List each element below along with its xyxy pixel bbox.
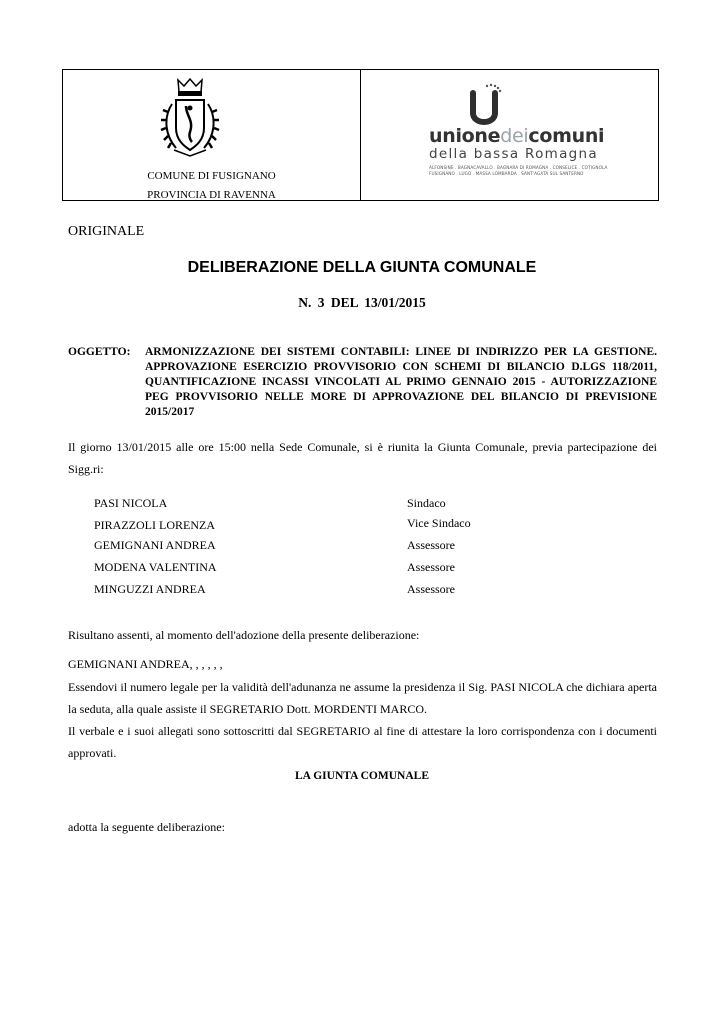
unione-u-mark-icon xyxy=(465,83,503,131)
logo-towns-line-2: FUSIGNANO . LUGO . MASSA LOMBARDA . SANT'AGATA SUL SANTERNO xyxy=(429,171,584,176)
member-role: Assessore xyxy=(407,560,455,574)
header-left-cell xyxy=(63,70,361,200)
giunta-heading: LA GIUNTA COMUNALE xyxy=(295,770,429,782)
legal-number-paragraph: Essendovi il numero legale per la validità dell'adunanza ne assume la presidenza il Sig. PASI NICOLA che dichiara aperta la seduta, alla quale assiste il SEGRETARIO Dott. MORDENTI MARCO. xyxy=(68,680,657,716)
verbale-paragraph: Il verbale e i suoi allegati sono sottoscritti dal SEGRETARIO al fine di attestare la loro corrispondenza con i documenti approvati. xyxy=(68,724,657,760)
header-box xyxy=(62,69,659,201)
logo-brand-text: unionedeicomuni xyxy=(429,125,605,147)
logo-subtitle: della bassa Romagna xyxy=(429,146,598,162)
member-name: MODENA VALENTINA xyxy=(94,560,217,574)
member-role: Assessore xyxy=(407,538,455,552)
oggetto-block xyxy=(68,345,657,420)
member-name: PASI NICOLA xyxy=(94,496,168,510)
header-right-cell xyxy=(361,70,658,200)
oggetto-text: ARMONIZZAZIONE DEI SISTEMI CONTABILI: LINEE DI INDIRIZZO PER LA GESTIONE. APPROVAZIONE ESERCIZIO PROVVISORIO CON SCHEMI DI BILANCIO D.LGS 118/2011, QUANTIFICAZIONE INCASSI VINCOLATI AL PRIMO GENNAIO 2015 - AUTORIZZAZIONE PEG PROVVISORIO NELLE MORE DI APPROVAZIONE DEL BILANCIO DI PREVISIONE 2015/2017 xyxy=(145,346,657,418)
document-status: ORIGINALE xyxy=(68,224,145,239)
member-name: MINGUZZI ANDREA xyxy=(94,582,206,596)
member-role: Assessore xyxy=(407,582,455,596)
absent-list: GEMIGNANI ANDREA, , , , , , xyxy=(68,657,223,671)
document-number: N. 3 DEL 13/01/2015 xyxy=(298,295,426,310)
member-role: Vice Sindaco xyxy=(407,516,471,530)
comune-name: COMUNE DI FUSIGNANO xyxy=(147,170,276,182)
meeting-intro: Il giorno 13/01/2015 alle ore 15:00 nella Sede Comunale, si è riunita la Giunta Comunale, previa partecipazione dei Sigg.ri: xyxy=(68,440,657,476)
oggetto-label: OGGETTO: xyxy=(68,346,131,358)
unione-comuni-logo xyxy=(425,83,608,183)
municipal-crest-icon xyxy=(158,76,222,160)
absent-intro: Risultano assenti, al momento dell'adozione della presente deliberazione: xyxy=(68,628,420,642)
provincia-name: PROVINCIA DI RAVENNA xyxy=(147,189,276,201)
member-name: PIRAZZOLI LORENZA xyxy=(94,518,215,532)
member-role: Sindaco xyxy=(407,496,446,510)
adopts-line: adotta la seguente deliberazione: xyxy=(68,820,225,834)
logo-towns-line-1: ALFONSINE . BAGNACAVALLO . BAGNARA DI ROMAGNA . CONSELICE . COTIGNOLA xyxy=(429,165,608,170)
member-name: GEMIGNANI ANDREA xyxy=(94,538,216,552)
document-title: DELIBERAZIONE DELLA GIUNTA COMUNALE xyxy=(187,259,537,276)
